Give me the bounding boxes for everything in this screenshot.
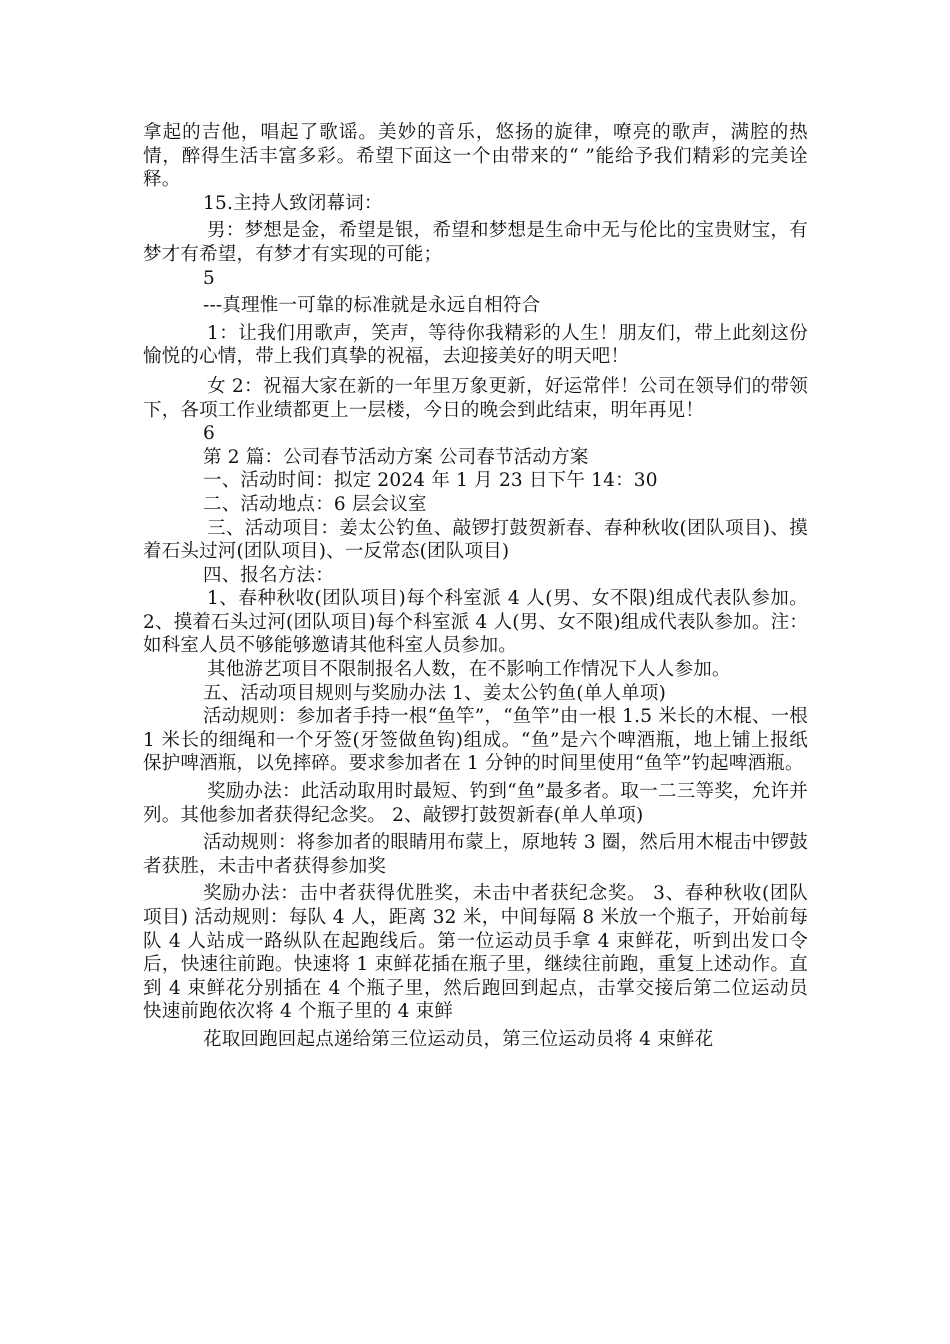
section-title: 第 2 篇：公司春节活动方案 公司春节活动方案	[203, 446, 589, 468]
paragraph-activity-time: 一、活动时间：拟定 2024 年 1 月 23 日下午 14：30	[203, 470, 658, 492]
document-body	[143, 121, 808, 1052]
paragraph-other-games: 其他游艺项目不限制报名人数，在不影响工作情况下人人参加。	[207, 659, 731, 681]
page-number-5: 5	[203, 267, 215, 289]
paragraph-motto: ---真理惟一可靠的标准就是永远自相符合	[203, 295, 541, 317]
paragraph-fishing-rules: 活动规则：参加者手持一根“鱼竿”，“鱼竿”由一根 1.5 米长的木棍、一根 1 米长的细绳和一个牙签(牙签做鱼钩)组成。“鱼”是六个啤酒瓶，地上铺上报纸保护啤酒瓶，以免摔碎。要求参加者在 1 分钟的时间里使用“鱼竿”钓起啤酒瓶。	[143, 706, 808, 775]
paragraph-male-host: 男：梦想是金，希望是银，希望和梦想是生命中无与伦比的宝贵财宝，有梦才有希望，有梦才有实现的可能；	[143, 220, 808, 265]
paragraph-planting-rules: 奖励办法：击中者获得优胜奖，未击中者获纪念奖。 3、春种秋收(团队项目) 活动规则：每队 4 人，距离 32 米，中间每隔 8 米放一个瓶子，开始前每队 4 人站成一路纵队在起跑线后。第一位运动员手拿 4 束鲜花，听到出发口令后，快速往前跑。快速将 1 束鲜花插在瓶子里，继续往前跑，重复上述动作。直到 4 束鲜花分别插在 4 个瓶子里，然后跑回到起点，击掌交接后第二位运动员快速前跑依次将 4 个瓶子里的 4 束鲜	[143, 883, 808, 1023]
paragraph-host-1: 1：让我们用歌声，笑声，等待你我精彩的人生！朋友们，带上此刻这份愉悦的心情，带上我们真挚的祝福，去迎接美好的明天吧！	[143, 322, 808, 368]
paragraph-planting-continued: 花取回跑回起点递给第三位运动员，第三位运动员将 4 束鲜花	[203, 1028, 714, 1050]
paragraph-female-host-2: 女 2：祝福大家在新的一年里万象更新，好运常伴！公司在领导们的带领下，各项工作业绩都更上一层楼，今日的晚会到此结束，明年再见！	[143, 375, 808, 421]
paragraph-registration-details: 1、春种秋收(团队项目)每个科室派 4 人(男、女不限)组成代表队参加。2、摸着石头过河(团队项目)每个科室派 4 人(男、女不限)组成代表队参加。注：如科室人员不够能够邀请其他科室人员参加。	[143, 588, 808, 657]
paragraph-rules-heading: 五、活动项目规则与奖励办法 1、姜太公钓鱼(单人单项)	[203, 682, 666, 704]
paragraph-fishing-rewards: 奖励办法：此活动取用时最短、钓到“鱼”最多者。取一二三等奖，允许并列。其他参加者获得纪念奖。 2、敲锣打鼓贺新春(单人单项)	[143, 781, 808, 826]
paragraph-activity-items: 三、活动项目：姜太公钓鱼、敲锣打鼓贺新春、春种秋收(团队项目)、摸着石头过河(团队项目)、一反常态(团队项目)	[143, 517, 808, 563]
paragraph-activity-location: 二、活动地点：6 层会议室	[203, 493, 427, 515]
paragraph-registration-heading: 四、报名方法：	[203, 564, 334, 586]
page-number-6: 6	[203, 423, 215, 445]
paragraph-closing-speech-heading: 15.主持人致闭幕词：	[203, 192, 383, 214]
paragraph-gong-rules: 活动规则：将参加者的眼睛用布蒙上，原地转 3 圈，然后用木棍击中锣鼓者获胜，未击中者获得参加奖	[143, 832, 808, 877]
paragraph-song-intro: 拿起的吉他，唱起了歌谣。美妙的音乐，悠扬的旋律，嘹亮的歌声，满腔的热情，醉得生活丰富多彩。希望下面这一个由带来的“ ”能给予我们精彩的完美诠释。	[143, 122, 808, 191]
